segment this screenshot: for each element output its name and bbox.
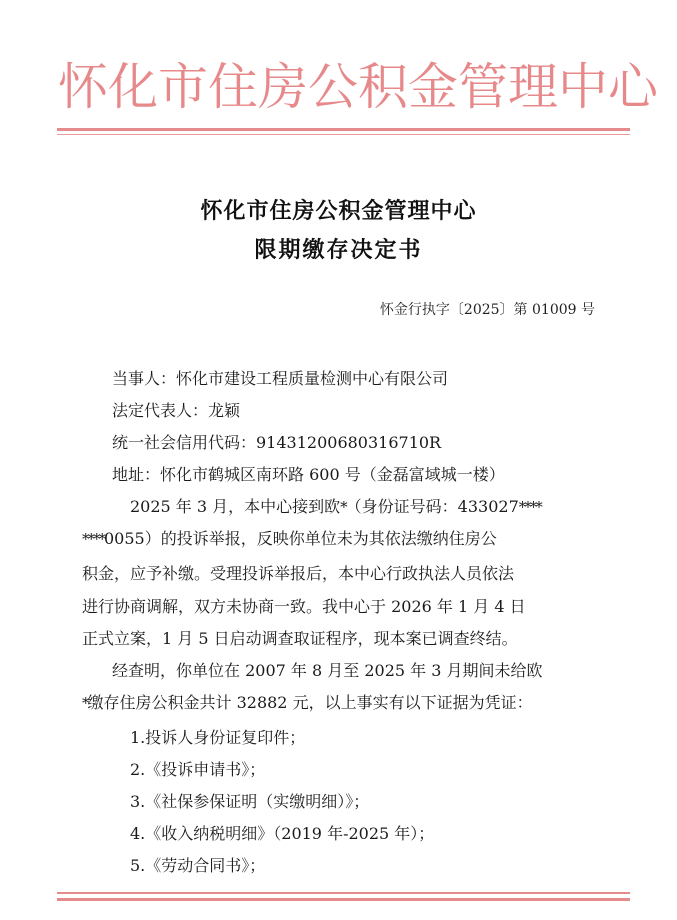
body-paragraph-2-line-1: 经查明，你单位在 2007 年 8 月至 2025 年 3 月期间未给欧 <box>112 661 543 680</box>
masthead-rule-thick <box>57 128 630 131</box>
footer-rule-thick <box>57 898 630 901</box>
masthead-rule-thin <box>57 134 630 135</box>
address-line: 地址：怀化市鹤城区南环路 600 号（金磊富域城一楼） <box>112 465 505 484</box>
masthead-org-name: 怀化市住房公积金管理中心 <box>58 58 658 116</box>
evidence-item-3: 3.《社保参保证明（实缴明细）》； <box>130 792 370 811</box>
text-segment: 0055）的投诉举报，反映你单位未为其依法缴纳住房公 <box>104 529 497 548</box>
masked-name: * <box>340 498 346 516</box>
credit-code-line: 统一社会信用代码：91431200680316710R <box>112 433 442 452</box>
evidence-item-2: 2.《投诉申请书》； <box>130 760 266 779</box>
body-paragraph-1-line-5: 正式立案，1 月 5 日启动调查取证程序，现本案已调查终结。 <box>82 629 518 648</box>
text-segment: 2025 年 3 月，本中心接到欧 <box>130 497 341 516</box>
document-title-type: 限期缴存决定书 <box>254 238 423 263</box>
footer-rule-thin <box>57 892 630 894</box>
document-title-org: 怀化市住房公积金管理中心 <box>200 199 477 224</box>
text-segment: 缴存住房公积金共计 32882 元，以上事实有以下证据为凭证： <box>87 693 533 712</box>
masked-id-digits: **** <box>82 530 104 548</box>
body-paragraph-1-line-3: 积金，应予补缴。受理投诉举报后，本中心行政执法人员依法 <box>82 564 515 583</box>
legal-rep-line: 法定代表人：龙颖 <box>112 401 241 420</box>
document-number: 怀金行执字〔2025〕第 01009 号 <box>379 302 595 318</box>
body-paragraph-1-line-1 <box>130 496 650 518</box>
party-line: 当事人：怀化市建设工程质量检测中心有限公司 <box>112 369 449 388</box>
text-segment: （身份证号码：433027 <box>345 497 519 516</box>
evidence-item-4: 4.《收入纳税明细》（2019 年-2025 年）； <box>130 824 435 843</box>
evidence-item-1: 1.投诉人身份证复印件； <box>130 728 306 747</box>
body-paragraph-1-line-2 <box>82 528 602 550</box>
masked-name: * <box>82 694 88 712</box>
body-paragraph-2-line-2 <box>82 692 602 714</box>
body-paragraph-1-line-4: 进行协商调解，双方未协商一致。我中心于 2026 年 1 月 4 日 <box>82 597 526 616</box>
evidence-item-5: 5.《劳动合同书》； <box>130 856 266 875</box>
masked-id-digits: **** <box>518 498 541 516</box>
